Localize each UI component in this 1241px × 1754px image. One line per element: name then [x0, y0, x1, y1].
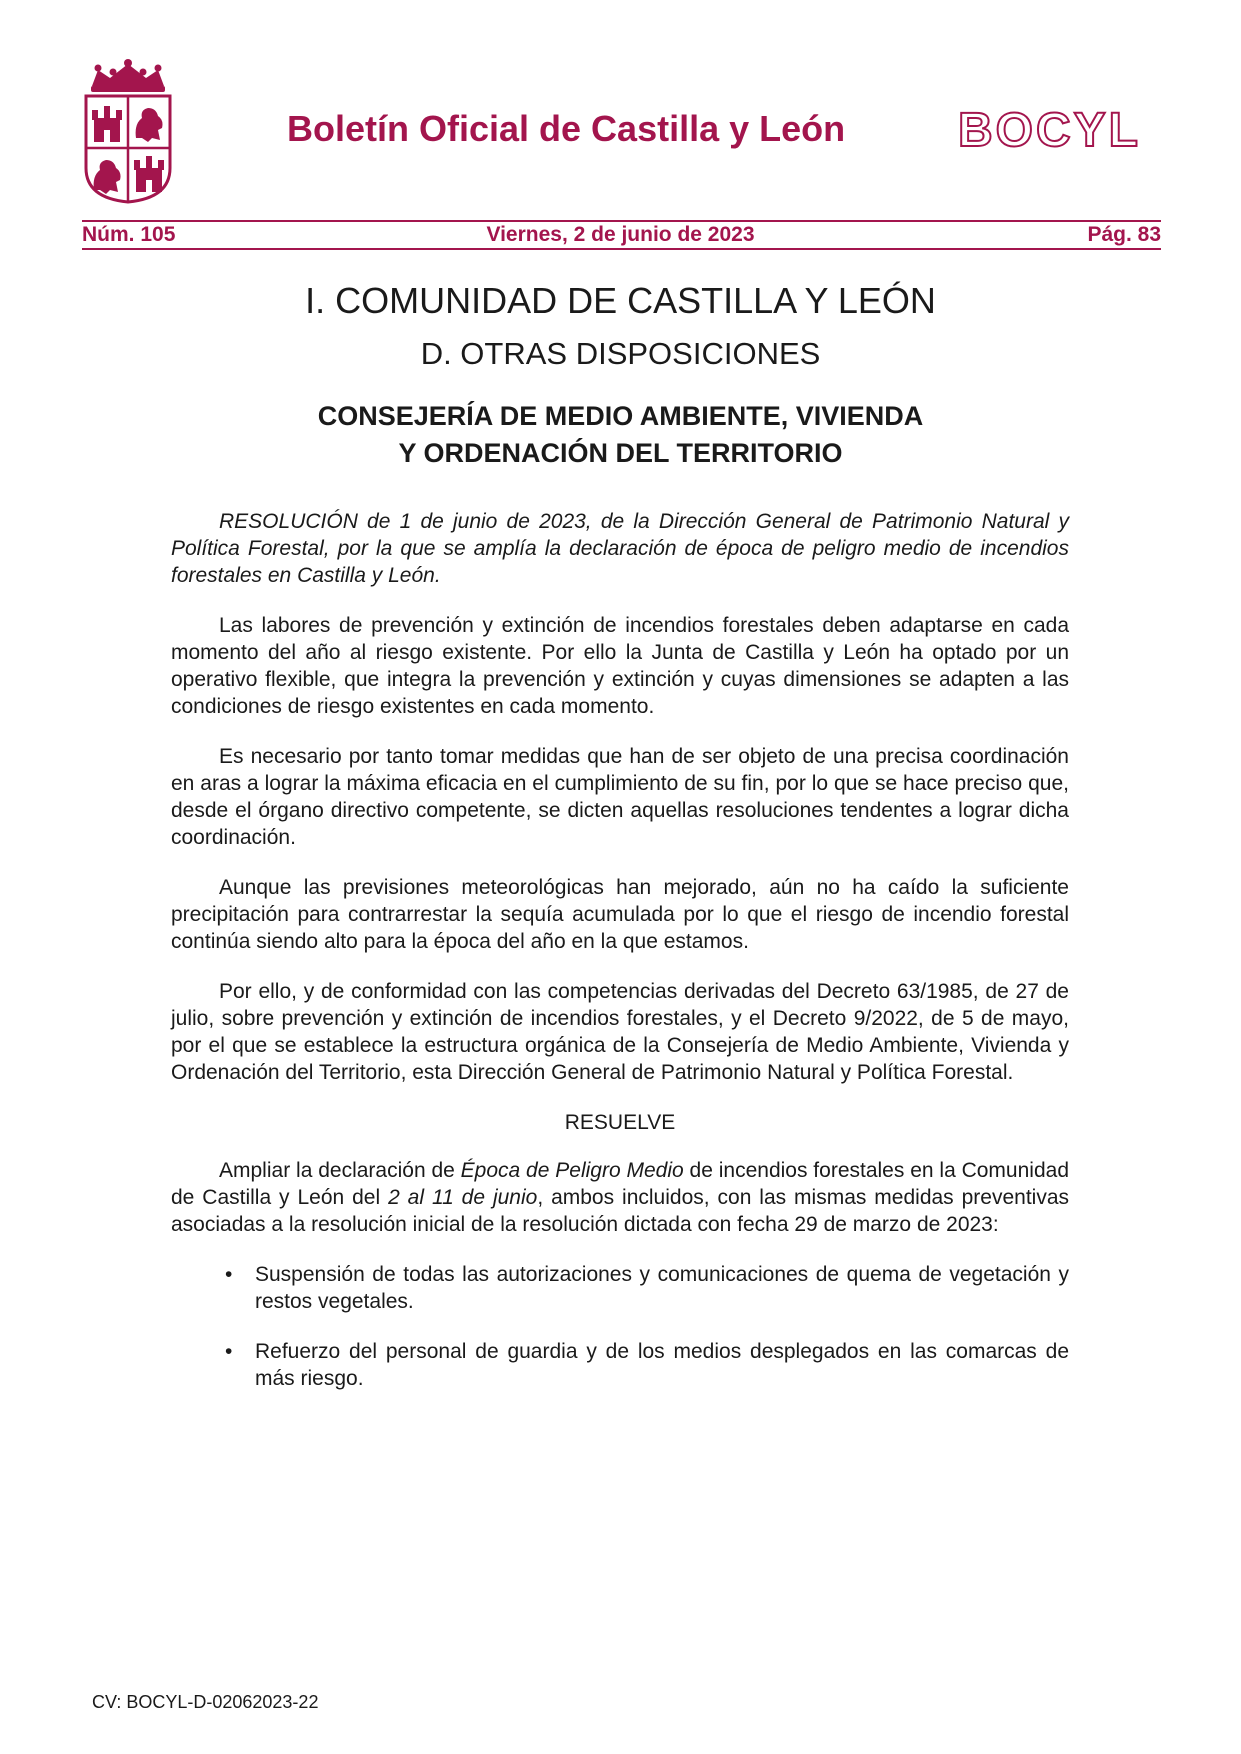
- list-item: [225, 1338, 1069, 1392]
- page-number: Pág. 83: [1087, 223, 1161, 246]
- paragraph: Aunque las previsiones meteorológicas han mejorado, aún no ha caído la suficiente precipitación para contrarrestar la sequía acumulada por lo que el riesgo de incendio forestal continúa siendo alto para la época del año en la que estamos.: [171, 876, 1069, 953]
- issue-date: Viernes, 2 de junio de 2023: [486, 223, 755, 246]
- bocyl-logo-text: BOCYL: [958, 104, 1141, 154]
- header-top-rule: [82, 220, 1161, 222]
- paragraph: Las labores de prevención y extinción de incendios forestales deben adaptarse en cada momento del año al riesgo existente. Por ello la Junta de Castilla y León ha optado por un operativo flexible, que integra la prevención y extinción y cuyas dimensiones se adapten a las condiciones de riesgo existentes en cada momento.: [171, 614, 1069, 718]
- resolution-title: RESOLUCIÓN de 1 de junio de 2023, de la Dirección General de Patrimonio Natural y Política Forestal, por la que se amplía la declaración de época de peligro medio de incendios forestales en Castilla y León.: [171, 510, 1069, 587]
- paragraph: Por ello, y de conformidad con las competencias derivadas del Decreto 63/1985, de 27 de julio, sobre prevención y extinción de incendios forestales, y el Decreto 9/2022, de 5 de mayo, por el que se establece la estructura orgánica de la Consejería de Medio Ambiente, Vivienda y Ordenación del Territorio, esta Dirección General de Patrimonio Natural y Política Forestal.: [171, 980, 1069, 1084]
- measures-list: [171, 1261, 1069, 1392]
- header-bottom-rule: [82, 248, 1161, 250]
- decision-paragraph: [171, 1157, 1069, 1238]
- ministry-heading-line1: CONSEJERÍA DE MEDIO AMBIENTE, VIVIENDA: [317, 401, 924, 431]
- castilla-leon-coat-of-arms-icon: [82, 58, 174, 204]
- measure-text: Suspensión de todas las autorizaciones y comunicaciones de quema de vegetación y restos vegetales.: [255, 1263, 1069, 1313]
- bullet: •: [225, 1340, 233, 1363]
- decision-emphasis: 2 al 11 de junio: [388, 1186, 538, 1209]
- ministry-heading: [0, 398, 1241, 472]
- decision-text: , ambos incluidos, con las mismas medidas preventivas asociadas a la resolución inicial de la resolución dictada con fecha 29 de marzo de 2023:: [171, 1186, 1069, 1236]
- measure-text: Refuerzo del personal de guardia y de los medios desplegados en las comarcas de más riesgo.: [255, 1340, 1069, 1390]
- section-title: I. COMUNIDAD DE CASTILLA Y LEÓN: [305, 280, 936, 321]
- bocyl-logo: [958, 104, 1161, 154]
- bulletin-title: Boletín Oficial de Castilla y León: [287, 108, 846, 149]
- bullet: •: [225, 1263, 233, 1286]
- decision-text: de incendios forestales en la Comunidad de Castilla y León del: [171, 1159, 1069, 1209]
- resolves-heading: RESUELVE: [564, 1111, 676, 1134]
- cv-code: CV: BOCYL-D-02062023-22: [92, 1692, 319, 1712]
- decision-text: Ampliar la declaración de: [219, 1159, 461, 1182]
- ministry-heading-line2: Y ORDENACIÓN DEL TERRITORIO: [398, 438, 843, 468]
- issue-number: Núm. 105: [82, 223, 176, 246]
- decision-emphasis: Época de Peligro Medio: [460, 1159, 684, 1182]
- paragraph: Es necesario por tanto tomar medidas que han de ser objeto de una precisa coordinación en aras a lograr la máxima eficacia en el cumplimiento de su fin, por lo que se hace preciso que, desde el órgano directivo competente, se dicten aquellas resoluciones tendentes a lograr dicha coordinación.: [171, 745, 1069, 849]
- document-body: [171, 508, 1069, 1415]
- subsection-title: D. OTRAS DISPOSICIONES: [420, 336, 821, 371]
- list-item: [225, 1261, 1069, 1315]
